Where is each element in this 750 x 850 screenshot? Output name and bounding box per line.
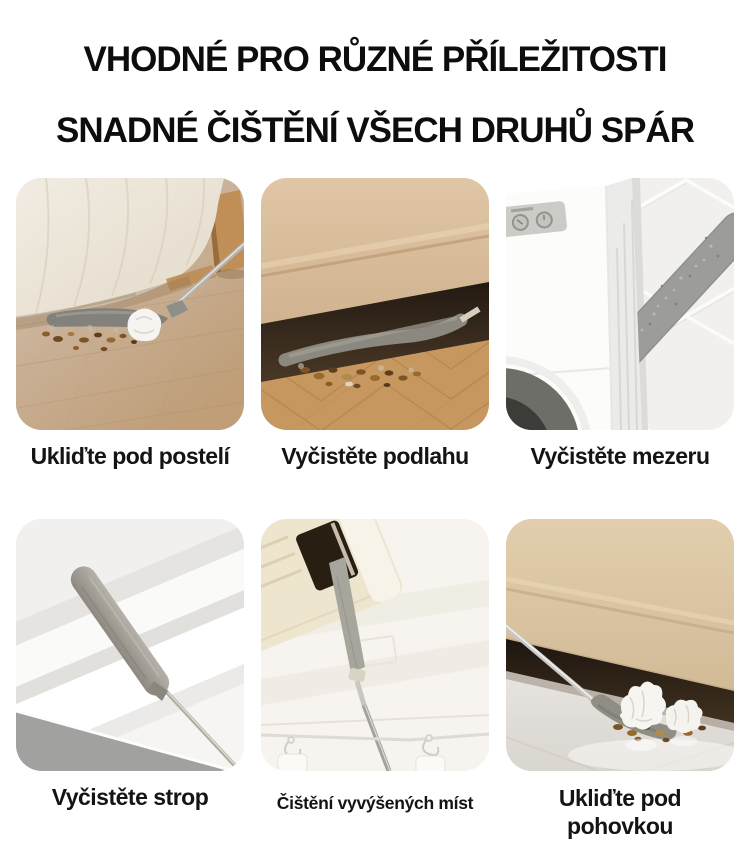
duster-ceiling-illustration (16, 519, 244, 771)
duster-air-conditioner-illustration (261, 519, 489, 771)
usage-card-under-couch (506, 519, 734, 842)
caption-under-couch: Ukliďte pod pohovkou (558, 784, 682, 840)
photo-under-bed (16, 178, 244, 430)
headline-secondary: SNADNÉ ČIŠTĚNÍ VŠECH DRUHŮ SPÁR (56, 111, 694, 150)
photo-ceiling (16, 519, 244, 771)
photo-under-couch (506, 519, 734, 771)
usage-card-under-sofa (261, 178, 489, 471)
caption-clean-ceiling: Vyčistěte strop (51, 783, 209, 810)
duster-appliance-gap-illustration (506, 178, 734, 430)
usage-card-under-bed (16, 178, 244, 471)
gallery-row-2 (0, 519, 750, 842)
caption-clean-gap: Vyčistěte mezeru (530, 443, 710, 469)
usage-card-appliance-gap (506, 178, 734, 471)
caption-clean-floor: Vyčistěte podlahu (281, 443, 469, 469)
usage-card-ceiling (16, 519, 244, 842)
gallery-row-1 (0, 178, 750, 471)
duster-under-couch-illustration (506, 519, 734, 771)
duster-under-bed-illustration (16, 178, 244, 430)
photo-appliance-gap (506, 178, 734, 430)
usage-card-high-places (261, 519, 489, 842)
photo-under-sofa (261, 178, 489, 430)
caption-under-bed: Ukliďte pod postelí (30, 443, 230, 469)
caption-high-places: Čištění vyvýšených míst (276, 792, 474, 813)
photo-air-conditioner (261, 519, 489, 771)
headline-primary: VHODNÉ PRO RŮZNÉ PŘÍLEŽITOSTI (83, 40, 667, 79)
duster-under-sofa-illustration (261, 178, 489, 430)
header (0, 0, 750, 148)
